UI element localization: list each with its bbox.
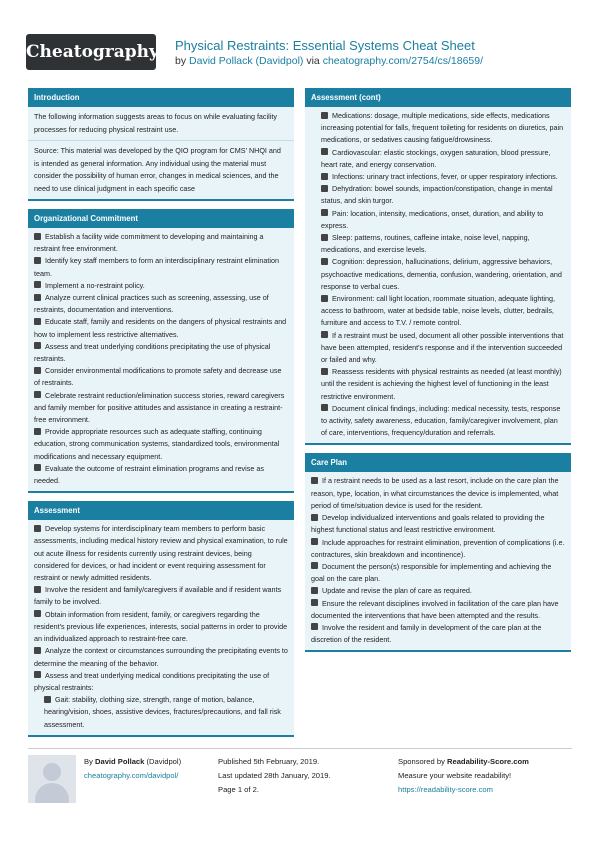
section-assessment-cont: [305, 88, 571, 445]
list-item: [311, 366, 565, 403]
list-item-text: Analyze current clinical practices such as screening, assessing, use of restraints, documentation and interventions.: [34, 293, 269, 315]
updated-date: Last updated 28th January, 2019.: [218, 771, 331, 780]
bullet-list: [305, 472, 571, 650]
square-bullet-icon: [321, 404, 328, 411]
footer-by-label: By: [84, 757, 93, 766]
list-item: [34, 341, 288, 365]
section-heading: Assessment: [28, 501, 294, 520]
page-number: Page 1 of 2.: [218, 785, 259, 794]
section-care-plan: [305, 453, 571, 652]
right-column: [305, 88, 571, 660]
intro-paragraph: The following information suggests areas to focus on while evaluating facility processes for reducing physical restraint use.: [34, 112, 277, 134]
list-item: [311, 512, 565, 536]
square-bullet-icon: [321, 331, 328, 338]
list-item-text: Document clinical findings, including: medical necessity, tests, response to activity, safety awareness, education, family/caregiver involvement, plan of care, interventions, frequency/duration and referrals.: [321, 403, 561, 438]
square-bullet-icon: [44, 696, 51, 703]
square-bullet-icon: [34, 367, 41, 374]
list-item: [34, 390, 288, 427]
list-item: [34, 292, 288, 316]
list-item-text: Educate staff, family and residents on the dangers of physical restraints and how to implement less restrictive alternatives.: [34, 317, 287, 339]
square-bullet-icon: [311, 587, 318, 594]
list-item-text: Dehydration: bowel sounds, impaction/constipation, change in mental status, and skin turgor.: [321, 184, 553, 206]
list-item-text: Gait: stability, clothing size, strength, range of motion, balance, hearing/vision, shoes, assistive devices, fractures/precautions, and fall risk assessment.: [44, 695, 281, 729]
square-bullet-icon: [321, 234, 328, 241]
bullet-list: [28, 228, 294, 491]
square-bullet-icon: [311, 562, 318, 569]
list-item-text: Evaluate the outcome of restraint elimination programs and revise as needed.: [34, 463, 264, 486]
square-bullet-icon: [34, 281, 41, 288]
square-bullet-icon: [311, 477, 318, 484]
list-item: [34, 670, 288, 694]
square-bullet-icon: [34, 391, 41, 398]
list-item-text: Provide appropriate resources such as adequate staffing, continuing education, strong communication systems, standardized tools, environmental modifications and necessary equipment.: [34, 427, 280, 461]
square-bullet-icon: [311, 623, 318, 630]
list-item-text: Analyze the context or circumstances surrounding the precipitating events to determine the meaning of the behavior.: [34, 646, 288, 668]
square-bullet-icon: [321, 148, 328, 155]
list-item-text: If a restraint must be used, document all other possible interventions that have been attempted, resident's response and if the intervention succeeded or failed and why.: [321, 330, 564, 365]
list-item-text: Obtain information from resident, family, or caregivers regarding the resident's previous life experiences, interests, social patterns in order to provide an individualized approach to restraint-free care.: [34, 609, 288, 644]
list-item-text: Involve the resident and family/caregivers if available and if resident wants family to be involved.: [34, 585, 282, 607]
section-organizational-commitment: [28, 209, 294, 493]
avatar-body-shape: [35, 783, 69, 803]
list-item: [34, 255, 288, 279]
square-bullet-icon: [34, 647, 41, 654]
avatar-head-shape: [43, 763, 61, 781]
list-item-text: Implement a no-restraint policy.: [45, 280, 145, 290]
square-bullet-icon: [321, 258, 328, 265]
source-paragraph: Source: This material was developed by the QIO program for CMS' NHQI and is intended as general information. Any individual using the material must consider the possibility of human error, changes in medical sciences, and the need to use clinical judgment in each specific case: [28, 140, 294, 199]
footer-author: [84, 755, 181, 783]
footer-author-handle: (Davidpol): [146, 757, 182, 766]
section-heading: Organizational Commitment: [28, 209, 294, 228]
list-item: [34, 584, 288, 608]
square-bullet-icon: [34, 610, 41, 617]
list-item: [34, 280, 288, 292]
square-bullet-icon: [311, 538, 318, 545]
footer-sponsor: [398, 755, 529, 797]
author-link[interactable]: David Pollack (Davidpol): [189, 55, 304, 67]
sponsor-url[interactable]: https://readability-score.com: [398, 785, 493, 794]
square-bullet-icon: [321, 112, 328, 119]
list-item-text: Medications: dosage, multiple medications, side effects, medications increasing potential for falls, frequent toileting for residents on diuretics, pain medications, or sedatives causing fatigue/drowsiness.: [321, 111, 564, 145]
byline-via: via: [306, 55, 320, 67]
page-footer: [28, 748, 572, 800]
square-bullet-icon: [34, 318, 41, 325]
list-item-text: Involve the resident and family in development of the care plan at the discretion of the resident.: [311, 622, 542, 645]
footer-publication-info: [218, 755, 331, 797]
list-item: [311, 622, 565, 646]
sub-list-item: [311, 183, 565, 207]
list-item-text: Sleep: patterns, routines, caffeine intake, noise level, napping, medications, and exercise levels.: [321, 233, 530, 255]
list-item-text: Cardiovascular: elastic stockings, oxygen saturation, blood pressure, heart rate, and energy conservation.: [321, 147, 551, 169]
list-item-text: Environment: call light location, roommate situation, adequate lighting, access to bathroom, water at bedside table, noise levels, clutter, bedrails, furniture and access to T.V. / remote control.: [321, 294, 555, 328]
list-item-text: If a restraint needs to be used as a last resort, include on the care plan the reason, type, location, in what circumstances the device is implemented, what period of time/situation device is used for the resident.: [311, 476, 559, 510]
footer-author-name[interactable]: David Pollack: [95, 757, 145, 766]
list-item-text: Establish a facility wide commitment to developing and maintaining a restraint free environment.: [34, 232, 264, 254]
list-item-text: Document the person(s) responsible for implementing and achieving the goal on the care plan.: [311, 561, 552, 584]
page-header: [0, 0, 600, 80]
list-item: [34, 231, 288, 255]
sponsor-name[interactable]: Readability-Score.com: [447, 757, 529, 766]
published-date: Published 5th February, 2019.: [218, 757, 320, 766]
list-item-text: Identify key staff members to form an interdisciplinary restraint elimination team.: [34, 256, 279, 278]
list-item: [34, 609, 288, 646]
section-heading: Introduction: [28, 88, 294, 107]
list-item-text: Develop systems for interdisciplinary team members to perform basic assessments, including medical history review and physical examination, to rule out acute illness for residents currently using restraint devices, being considered for devices, or had incident or event requiring assessment for restraint or newly admitted residents.: [34, 524, 288, 583]
byline-prefix: by: [175, 55, 187, 67]
list-item-text: Update and revise the plan of care as required.: [322, 586, 472, 596]
square-bullet-icon: [321, 185, 328, 192]
sub-list-item: [311, 171, 565, 183]
section-assessment: [28, 501, 294, 736]
sub-list-item: [34, 694, 288, 731]
sponsor-line: [398, 755, 529, 769]
list-item: [311, 561, 565, 585]
author-avatar[interactable]: [28, 755, 76, 803]
list-item: [34, 645, 288, 669]
list-item: [311, 537, 565, 561]
square-bullet-icon: [311, 599, 318, 606]
list-item: [311, 585, 565, 597]
sponsor-prefix: Sponsored by: [398, 757, 445, 766]
square-bullet-icon: [34, 233, 41, 240]
square-bullet-icon: [34, 428, 41, 435]
square-bullet-icon: [34, 586, 41, 593]
square-bullet-icon: [34, 525, 41, 532]
list-item-text: Ensure the relevant disciplines involved in facilitation of the care plan have documented the interventions that have been attempted and the results.: [311, 598, 559, 620]
list-item: [311, 330, 565, 367]
square-bullet-icon: [321, 295, 328, 302]
sub-list-item: [311, 110, 565, 147]
left-column: [28, 88, 294, 745]
sponsor-tagline: Measure your website readability!: [398, 771, 512, 780]
bullet-list: [28, 520, 294, 734]
page-title[interactable]: Physical Restraints: Essential Systems Cheat Sheet: [175, 38, 475, 53]
square-bullet-icon: [34, 294, 41, 301]
list-item-text: Consider environmental modifications to promote safety and decrease use of restraints.: [34, 366, 282, 388]
sub-list-item: [311, 208, 565, 232]
list-item: [34, 426, 288, 463]
list-item: [34, 365, 288, 389]
square-bullet-icon: [34, 257, 41, 264]
sheet-url-link[interactable]: cheatography.com/2754/cs/18659/: [322, 55, 484, 67]
square-bullet-icon: [321, 173, 328, 180]
section-heading: Care Plan: [305, 453, 571, 472]
byline: [175, 55, 483, 67]
list-item: [311, 598, 565, 622]
list-item-text: Include approaches for restraint elimination, prevention of complications (i.e. contractures, skin breakdown and incontinence).: [311, 537, 565, 559]
section-introduction: [28, 88, 294, 201]
square-bullet-icon: [34, 671, 41, 678]
square-bullet-icon: [321, 368, 328, 375]
section-heading: Assessment (cont): [305, 88, 571, 107]
list-item-text: Cognition: depression, hallucinations, delirium, aggressive behaviors, psychoactive medications, dementia, confusion, wandering, orientation, and response to verbal cues.: [321, 257, 562, 291]
list-item: [34, 523, 288, 584]
list-item: [34, 463, 288, 487]
sub-list-item: [311, 232, 565, 256]
list-item-text: Pain: location, intensity, medications, onset, duration, and ability to express.: [321, 208, 544, 230]
footer-author-line: [84, 755, 181, 769]
sub-list-item: [311, 147, 565, 171]
list-item-text: Celebrate restraint reduction/elimination success stories, reward caregivers and family member for positive attitudes and assistance in creating a restraint-free environment.: [34, 390, 285, 425]
list-item-text: Assess and treat underlying conditions precipitating the use of physical restraints.: [34, 341, 271, 364]
list-item-text: Reassess residents with physical restraints as needed (at least monthly) until the resident is achieving the highest level of functioning in the least restrictive environment.: [321, 367, 562, 401]
list-item-text: Develop individualized interventions and goals related to providing the highest functional status and least restrictive environment.: [311, 513, 545, 535]
bullet-list: [305, 107, 571, 443]
square-bullet-icon: [321, 209, 328, 216]
cheatography-logo[interactable]: Cheatography: [26, 34, 156, 70]
list-item-text: Assess and treat underlying medical conditions precipitating the use of physical restraints:: [34, 670, 270, 692]
list-item: [311, 403, 565, 440]
list-item-text: Infections: urinary tract infections, fever, or upper respiratory infections.: [332, 172, 558, 182]
list-item: [311, 475, 565, 512]
square-bullet-icon: [34, 342, 41, 349]
footer-author-url[interactable]: cheatography.com/davidpol/: [84, 771, 179, 780]
sub-list-item: [311, 293, 565, 330]
list-item: [34, 316, 288, 340]
sub-list-item: [311, 256, 565, 293]
square-bullet-icon: [34, 464, 41, 471]
square-bullet-icon: [311, 514, 318, 521]
